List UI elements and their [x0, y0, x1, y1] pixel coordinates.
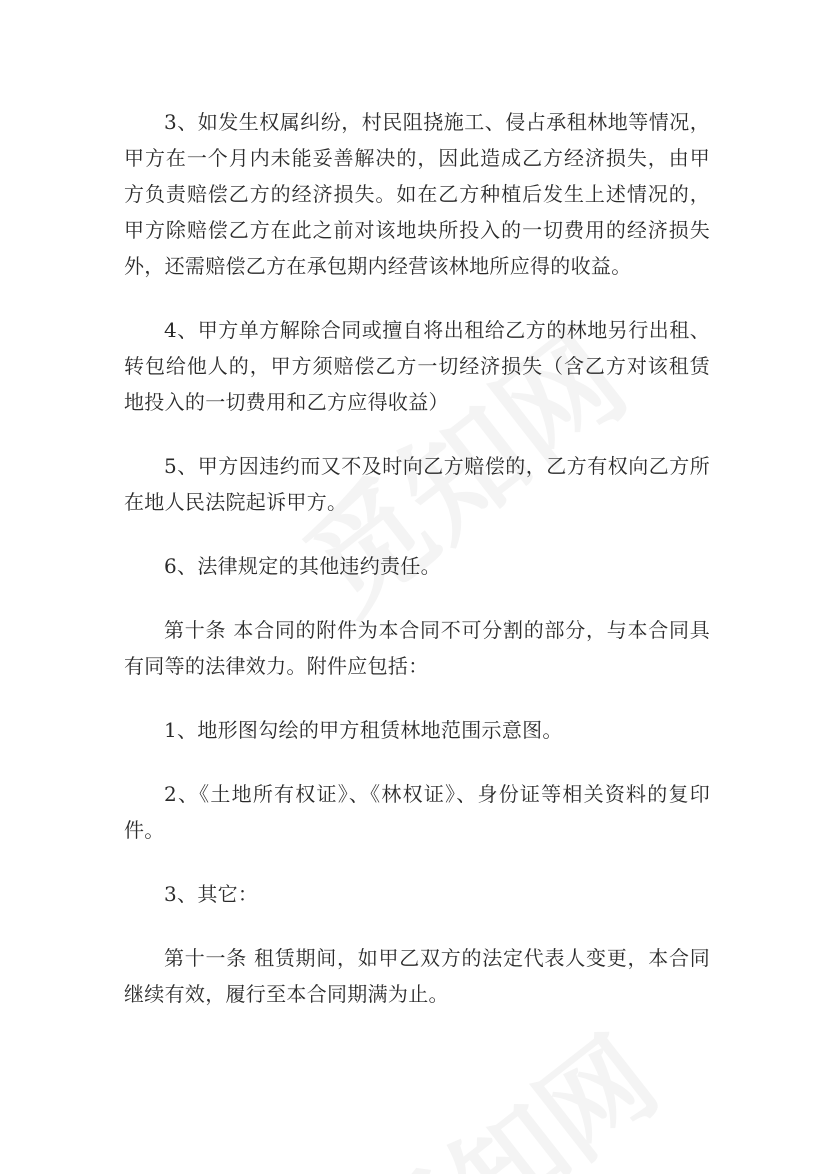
- clause-paragraph: 3、如发生权属纠纷，村民阻挠施工、侵占承租林地等情况，甲方在一个月内未能妥善解决的，因此造成乙方经济损失，由甲方负责赔偿乙方的经济损失。如在乙方种植后发生上述情况的，甲方除赔偿乙方在此之前对该地块所投入的一切费用的经济损失外，还需赔偿乙方在承包期内经营该林地所应得的收益。: [124, 110, 710, 278]
- article-paragraph: 第十一条 租赁期间，如甲乙双方的法定代表人变更，本合同继续有效，履行至本合同期满为止。: [124, 946, 710, 1006]
- clause-paragraph: 4、甲方单方解除合同或擅自将出租给乙方的林地另行出租、转包给他人的，甲方须赔偿乙方一切经济损失（含乙方对该租赁地投入的一切费用和乙方应得收益）: [124, 318, 710, 414]
- clause-paragraph: 6、法律规定的其他违约责任。: [164, 554, 441, 578]
- article-paragraph: 第十条 本合同的附件为本合同不可分割的部分，与本合同具有同等的法律效力。附件应包括：: [124, 618, 710, 678]
- document-body: [124, 104, 710, 1040]
- attachment-item: 1、地形图勾绘的甲方租赁林地范围示意图。: [164, 718, 563, 742]
- attachment-item: 3、其它：: [164, 882, 259, 906]
- attachment-item: 2、《土地所有权证》、《林权证》、身份证等相关资料的复印件。: [124, 782, 710, 842]
- clause-paragraph: 5、甲方因违约而又不及时向乙方赔偿的，乙方有权向乙方所在地人民法院起诉甲方。: [124, 454, 710, 514]
